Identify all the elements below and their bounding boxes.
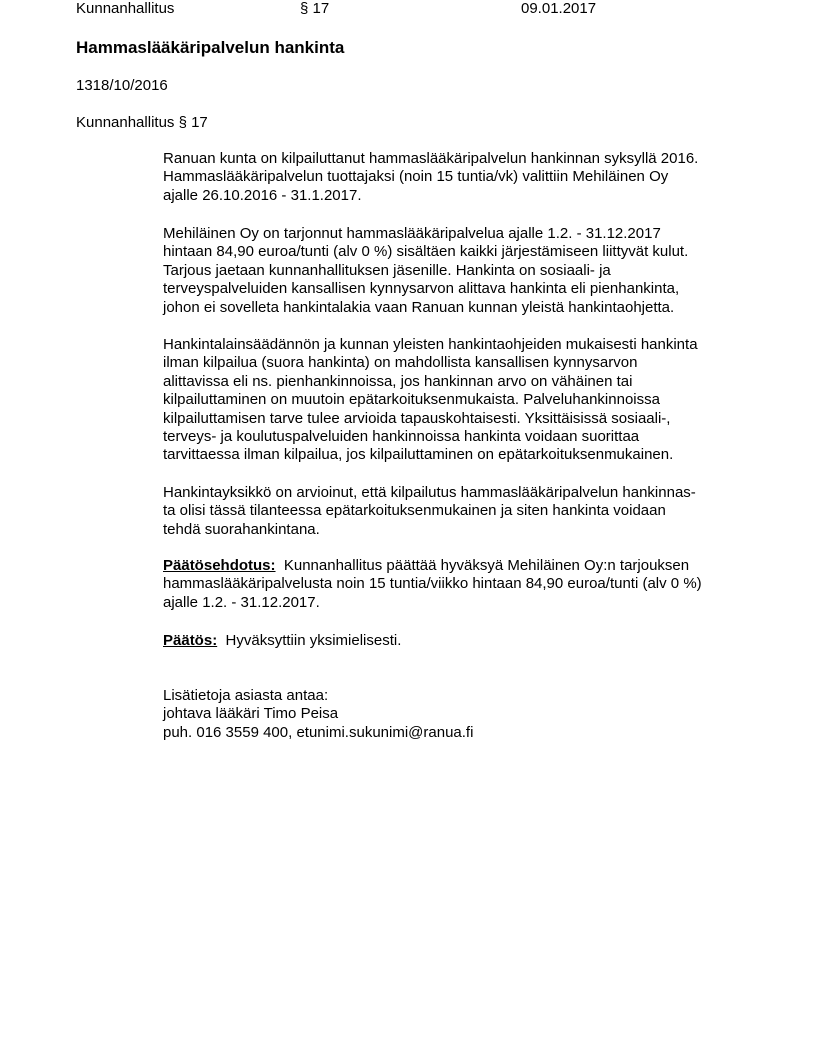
proposal-label: Päätösehdotus:	[163, 557, 276, 574]
section-reference: Kunnanhallitus § 17	[76, 114, 208, 131]
paragraph-background	[163, 150, 763, 205]
decision	[163, 632, 763, 650]
proposal-text: Kunnanhallitus päättää hyväksyä Mehiläinen Oy:n tarjouksen	[283, 557, 690, 574]
paragraph-assessment	[163, 484, 763, 539]
paragraph-line: ajalle 26.10.2016 - 31.1.2017.	[163, 186, 362, 204]
document-title: Hammaslääkäripalvelun hankinta	[76, 38, 345, 57]
paragraph-offer	[163, 225, 763, 317]
paragraph-legislation	[163, 336, 763, 465]
paragraph-line: ta olisi tässä tilanteessa epätarkoituksenmukainen ja siten hankinta voidaan	[163, 502, 666, 520]
decision-text: Hyväksyttiin yksimielisesti.	[225, 632, 402, 649]
paragraph-line: Tarjous jaetaan kunnanhallituksen jäsenille. Hankinta on sosiaali- ja	[163, 261, 611, 279]
decision-label: Päätös:	[163, 632, 218, 649]
diary-number: 1318/10/2016	[76, 77, 168, 94]
contact-intro: Lisätietoja asiasta antaa:	[163, 687, 329, 704]
paragraph-line: tehdä suorahankintana.	[163, 520, 320, 538]
paragraph-line: johon ei sovelleta hankintalakia vaan Ranuan kunnan yleistä hankintaohjetta.	[163, 298, 675, 316]
header-date: 09.01.2017	[521, 0, 597, 17]
paragraph-line: alittavissa eli ns. pienhankinnoissa, jos hankinnan arvo on vähäinen tai	[163, 372, 633, 390]
proposal-line: ajalle 1.2. - 31.12.2017.	[163, 593, 320, 611]
proposal-line: hammaslääkäripalvelusta noin 15 tuntia/viikko hintaan 84,90 euroa/tunti (alv 0 %)	[163, 575, 702, 593]
paragraph-line: ilman kilpailua (suora hankinta) on mahdollista kansallisen kynnysarvon	[163, 354, 638, 372]
header-section: § 17	[300, 0, 330, 17]
decision-proposal	[163, 557, 763, 612]
paragraph-line: kilpailuttaminen on muutoin epätarkoituksenmukaista. Palveluhankinnoissa	[163, 391, 660, 409]
paragraph-line: Hankintayksikkö on arvioinut, että kilpailutus hammaslääkäripalvelun hankinnas-	[163, 484, 696, 501]
paragraph-line: Ranuan kunta on kilpailuttanut hammaslääkäripalvelun hankinnan syksyllä 2016.	[163, 150, 699, 167]
proposal-first-line	[163, 557, 763, 575]
paragraph-line: terveys- ja koulutuspalveluiden hankinnoissa hankinta voidaan suorittaa	[163, 428, 640, 446]
paragraph-line: terveyspalveluiden kansallisen kynnysarvon alittava hankinta eli pienhankinta,	[163, 280, 680, 298]
paragraph-line: Mehiläinen Oy on tarjonnut hammaslääkäripalvelua ajalle 1.2. - 31.12.2017	[163, 225, 661, 242]
header-organ: Kunnanhallitus	[76, 0, 175, 17]
paragraph-line: tarvittaessa ilman kilpailua, jos kilpailuttaminen on epätarkoituksenmukainen.	[163, 446, 674, 464]
paragraph-line: hintaan 84,90 euroa/tunti (alv 0 %) sisältäen kaikki järjestämiseen liittyvät kulut.	[163, 243, 689, 261]
decision-line	[163, 632, 763, 650]
paragraph-line: kilpailuttamisen tarve tulee arvioida tapauskohtaisesti. Yksittäisissä sosiaali-,	[163, 409, 671, 427]
contact-person: johtava lääkäri Timo Peisa	[163, 705, 339, 723]
paragraph-line: Hankintalainsäädännön ja kunnan yleisten hankintaohjeiden mukaisesti hankinta	[163, 336, 698, 353]
paragraph-line: Hammaslääkäripalvelun tuottajaksi (noin 15 tuntia/vk) valittiin Mehiläinen Oy	[163, 168, 669, 186]
contact-info	[163, 687, 763, 742]
contact-details: puh. 016 3559 400, etunimi.sukunimi@ranua.fi	[163, 723, 474, 741]
